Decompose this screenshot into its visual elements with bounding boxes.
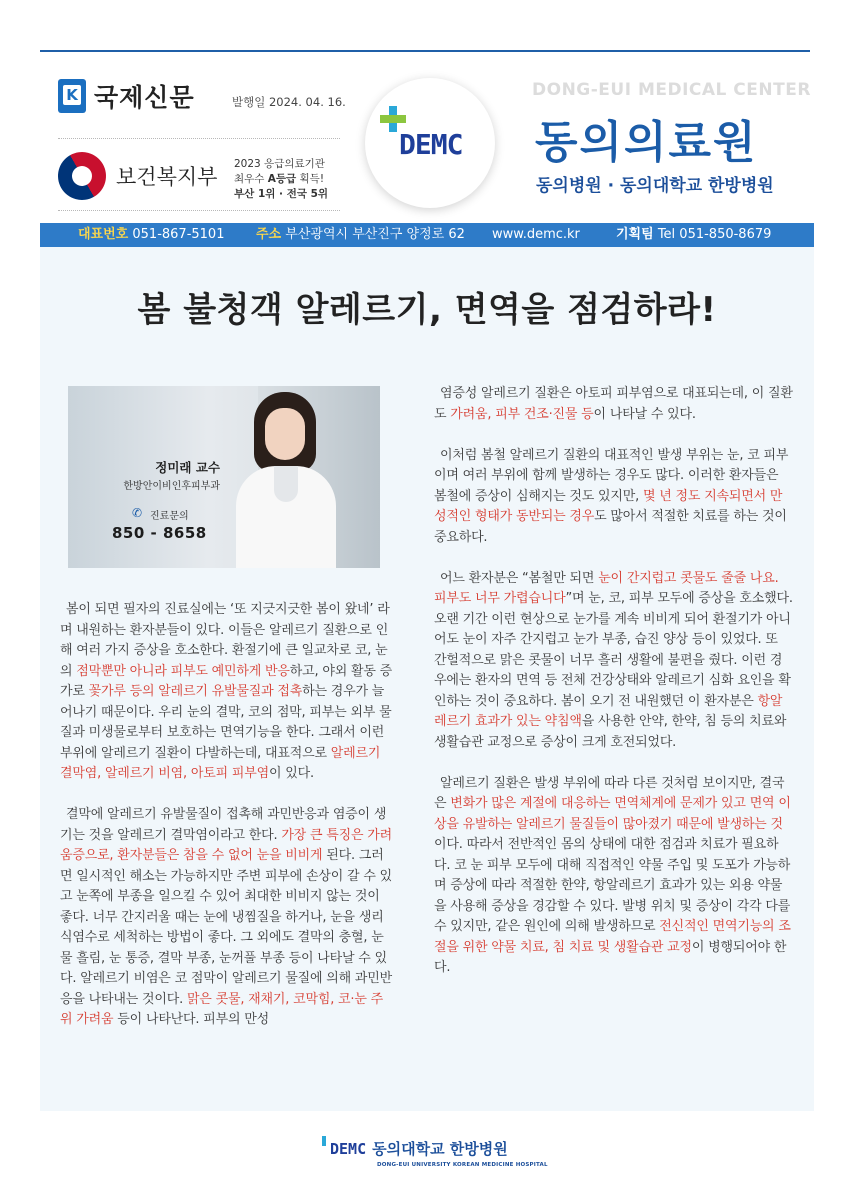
address-label: 주소 [256,227,282,242]
contact-bar [40,223,814,247]
address: 부산광역시 부산진구 양정로 62 [285,227,465,242]
doctor-department: 한방안이비인후피부과 [123,481,220,492]
paragraph-5: 어느 환자분은 “봄철만 되면 눈이 간지럽고 콧물도 줄줄 나요. 피부도 너무 가렵습니다”며 눈, 코, 피부 모두에 증상을 호소했다. 오랜 기간 이런 현상으로 눈가를 계속 비비게 되어 환절기가 아니어도 눈이 자주 간지럽고 눈가 부종, 습진 양상 등이 있었다. 또 간헐적으로 맑은 콧물이 너무 흘러 생활에 불편을 줬다. 이런 경우에는 환자의 면역 등 전체 건강상태와 알레르기 심화 요인을 확인하는 것이 중요하다. 봄이 오기 전 내원했던 이 환자분은 항알레르기 효과가 있는 약침액을 사용한 안약, 한약, 침 등의 치료와 생활습관 교정으로 증상이 크게 호전되었다. [434,570,793,750]
emblem-mark: DEMC [399,128,463,161]
main-phone-label: 대표번호 [78,227,129,242]
website-link[interactable]: www.demc.kr [492,227,580,242]
phone-icon: ✆ [132,506,143,520]
article-headline: 봄 불청객 알레르기, 면역을 점검하라! [137,290,717,330]
ministry-name: 보건복지부 [116,165,218,189]
center-english-name: DONG-EUI MEDICAL CENTER [532,80,811,100]
planning-label: 기획팀 [616,227,654,242]
taeguk-icon [49,143,115,209]
publication-date: 발행일 2024. 04. 16. [232,95,346,109]
consult-number[interactable]: 850 - 8658 [112,524,207,542]
award-text: 2023 응급의료기관 최우수 A등급 획득! 부산 1위 · 전국 5위 [234,158,329,200]
divider [58,138,340,139]
paragraph-4: 이처럼 봄철 알레르기 질환의 대표적인 발생 부위는 눈, 코 피부이며 여러 부위에 함께 발생하는 경우도 많다. 이러한 환자들은 봄철에 증상이 심해지는 것도 있지만, 몇 년 정도 지속되면서 만성적인 형태가 동반되는 경우도 많아서 적절한 치료를 하는 것이 중요하다. [434,447,789,545]
planning-phone[interactable]: Tel 051-850-8679 [657,227,772,242]
center-subtitle: 동의병원 · 동의대학교 한방병원 [536,176,774,196]
footer-hospital-english: DONG-EUI UNIVERSITY KOREAN MEDICINE HOSPITAL [377,1162,548,1168]
newspaper-name: 국제신문 [94,83,195,112]
consult-label: 진료문의 [150,511,189,522]
paragraph-2: 결막에 알레르기 유발물질이 접촉해 과민반응과 염증이 생기는 것을 알레르기 결막염이라고 한다. 가장 큰 특징은 가려움증으로, 환자분들은 참을 수 없어 눈을 비비게 된다. 그러면 일시적인 해소는 가능하지만 주변 피부에 손상이 갈 수 있고 눈쪽에 부종을 일으킬 수 있어 최대한 비비지 않는 것이 좋다. 너무 간지러울 때는 눈에 냉찜질을 하거나, 눈을 생리식염수로 세척하는 방법이 좋다. 그 외에도 결막의 충혈, 눈물 흘림, 눈 통증, 결막 부종, 눈꺼풀 부종 등이 나타날 수 있다. 알레르기 비염은 코 점막이 알레르기 물질에 의해 과민반응을 나타내는 것이다. 맑은 콧물, 재채기, 코막힘, 코·눈 주위 가려움 등이 나타난다. 피부의 만성 [60,807,392,1027]
doctor-name: 정미래 교수 [155,460,220,475]
main-phone[interactable]: 051-867-5101 [132,227,225,242]
footer-logo [322,1138,508,1159]
ministry-logo [58,152,217,200]
newspaper-logo [58,78,195,114]
paragraph-3: 염증성 알레르기 질환은 아토피 피부염으로 대표되는데, 이 질환도 가려움, 피부 건조·진물 등이 나타날 수 있다. [434,386,793,422]
divider [58,210,340,211]
newspaper-k-icon: K [58,79,86,113]
paragraph-6: 알레르기 질환은 발생 부위에 따라 다른 것처럼 보이지만, 결국은 변화가 많은 계절에 대응하는 면역체계에 문제가 있고 면역 이상을 유발하는 알레르기 물질들이 많아졌기 때문에 발생하는 것이다. 따라서 전반적인 몸의 상태에 대한 점검과 치료가 필요하다. 코 눈 피부 모두에 대해 직접적인 약물 주입 및 도포가 가능하며 증상에 따라 적절한 한약, 항알레르기 효과가 있는 외용 약물을 사용해 증상을 경감할 수 있다. 발병 위치 및 증상이 각각 다를 수 있지만, 같은 원인에 의해 발생하므로 전신적인 면역기능의 조절을 위한 약물 치료, 침 치료 및 생활습관 교정이 병행되어야 한다. [434,775,791,975]
top-rule [40,50,810,52]
article-column-left [60,600,395,1051]
paragraph-1: 봄이 되면 필자의 진료실에는 ‘또 지긋지긋한 봄이 왔네’ 라며 내원하는 환자분들이 있다. 이들은 알레르기 질환으로 인해 여러 가지 증상을 호소한다. 환절기에 큰 일교차로 코, 눈의 점막뿐만 아니라 피부도 예민하게 반응하고, 야외 활동 증가로 꽃가루 등의 알레르기 유발물질과 접촉하는 경우가 늘어나기 때문이다. 우리 눈의 결막, 코의 점막, 피부는 외부 물질과 미생물로부터 보호하는 면역기능을 한다. 그래서 이런 부위에 알레르기 질환이 다발하는데, 대표적으로 알레르기 결막염, 알레르기 비염, 아토피 피부염이 있다. [60,602,393,781]
article-column-right [434,384,794,999]
footer-hospital-name: 동의대학교 한방병원 [372,1140,508,1158]
center-korean-name: 동의의료원 [535,117,758,168]
demc-emblem [365,78,495,208]
footer-mark: DEMC [322,1140,366,1158]
